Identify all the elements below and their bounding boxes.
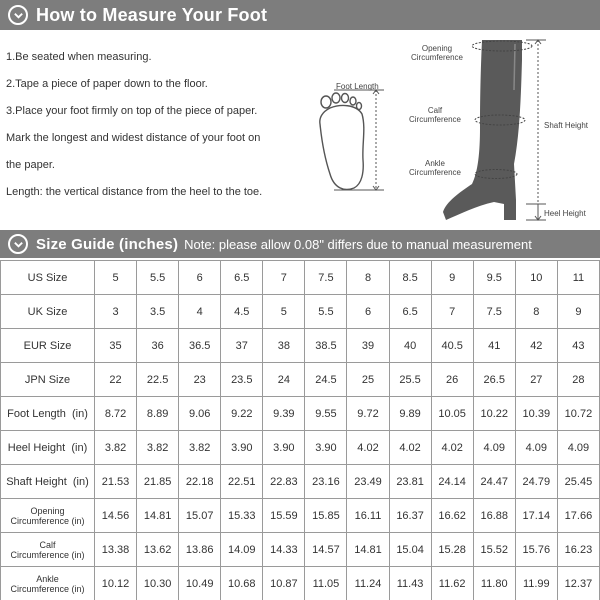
opening-circumference-label: Opening Circumference <box>410 44 463 62</box>
table-cell: 6.5 <box>389 295 431 329</box>
table-cell: 23.81 <box>389 465 431 499</box>
table-cell: 10.72 <box>557 397 599 431</box>
table-cell: 7 <box>431 295 473 329</box>
table-cell: 36.5 <box>179 329 221 363</box>
table-cell: 4.5 <box>221 295 263 329</box>
table-cell: 3.82 <box>95 431 137 465</box>
table-cell: 14.57 <box>305 533 347 567</box>
instruction-line: Mark the longest and widest distance of your foot on <box>6 132 261 144</box>
table-cell: 21.53 <box>95 465 137 499</box>
table-cell: 10.12 <box>95 567 137 600</box>
row-header: Heel Height (in) <box>1 431 95 465</box>
table-cell: 6 <box>347 295 389 329</box>
table-cell: 24.5 <box>305 363 347 397</box>
table-row <box>1 567 600 600</box>
table-cell: 39 <box>347 329 389 363</box>
table-cell: 22.18 <box>179 465 221 499</box>
table-cell: 4.09 <box>557 431 599 465</box>
table-cell: 36 <box>137 329 179 363</box>
table-cell: 16.11 <box>347 499 389 533</box>
table-cell: 15.04 <box>389 533 431 567</box>
table-row <box>1 397 600 431</box>
table-cell: 3.90 <box>305 431 347 465</box>
table-cell: 40 <box>389 329 431 363</box>
table-cell: 4.02 <box>347 431 389 465</box>
shaft-height-label: Shaft Height <box>544 121 589 130</box>
table-cell: 10.87 <box>263 567 305 600</box>
table-cell: 5.5 <box>305 295 347 329</box>
table-cell: 9.55 <box>305 397 347 431</box>
table-row <box>1 261 600 295</box>
table-cell: 16.37 <box>389 499 431 533</box>
row-header: Ankle Circumference (in) <box>1 567 95 600</box>
table-cell: 11.05 <box>305 567 347 600</box>
table-cell: 15.52 <box>473 533 515 567</box>
table-cell: 27 <box>515 363 557 397</box>
table-cell: 3.90 <box>263 431 305 465</box>
table-cell: 23.49 <box>347 465 389 499</box>
table-cell: 15.59 <box>263 499 305 533</box>
table-cell: 10.39 <box>515 397 557 431</box>
calf-circumference-label: Calf Circumference <box>408 106 461 124</box>
table-cell: 14.33 <box>263 533 305 567</box>
table-cell: 10.68 <box>221 567 263 600</box>
table-cell: 23.16 <box>305 465 347 499</box>
table-cell: 3 <box>95 295 137 329</box>
table-row <box>1 499 600 533</box>
measurement-diagram <box>300 32 600 228</box>
table-cell: 23.5 <box>221 363 263 397</box>
table-cell: 8.5 <box>389 261 431 295</box>
table-cell: 9.72 <box>347 397 389 431</box>
table-cell: 9.22 <box>221 397 263 431</box>
table-cell: 13.62 <box>137 533 179 567</box>
table-cell: 15.07 <box>179 499 221 533</box>
table-cell: 15.28 <box>431 533 473 567</box>
table-row <box>1 431 600 465</box>
table-cell: 26.5 <box>473 363 515 397</box>
table-cell: 3.82 <box>137 431 179 465</box>
table-cell: 11.43 <box>389 567 431 600</box>
instruction-line: 1.Be seated when measuring. <box>6 51 152 63</box>
chevron-down-circle-icon <box>8 234 28 254</box>
row-header: Shaft Height (in) <box>1 465 95 499</box>
instruction-line: Length: the vertical distance from the heel to the toe. <box>6 186 263 198</box>
row-header: Opening Circumference (in) <box>1 499 95 533</box>
table-cell: 12.37 <box>557 567 599 600</box>
table-cell: 17.66 <box>557 499 599 533</box>
table-cell: 15.76 <box>515 533 557 567</box>
table-cell: 10.49 <box>179 567 221 600</box>
table-cell: 26 <box>431 363 473 397</box>
table-cell: 8 <box>515 295 557 329</box>
table-cell: 38.5 <box>305 329 347 363</box>
table-cell: 6.5 <box>221 261 263 295</box>
table-cell: 14.81 <box>347 533 389 567</box>
table-cell: 4.02 <box>431 431 473 465</box>
table-cell: 9 <box>557 295 599 329</box>
foot-length-label: Foot Length <box>336 82 379 91</box>
size-guide-header <box>0 230 600 258</box>
size-table <box>0 260 600 600</box>
table-cell: 42 <box>515 329 557 363</box>
measure-title: How to Measure Your Foot <box>36 4 268 25</box>
table-cell: 24 <box>263 363 305 397</box>
table-cell: 38 <box>263 329 305 363</box>
table-cell: 3.5 <box>137 295 179 329</box>
table-cell: 28 <box>557 363 599 397</box>
measure-header <box>0 0 600 30</box>
table-cell: 10 <box>515 261 557 295</box>
table-cell: 10.22 <box>473 397 515 431</box>
row-header: Foot Length (in) <box>1 397 95 431</box>
table-cell: 16.88 <box>473 499 515 533</box>
table-cell: 4.09 <box>473 431 515 465</box>
table-cell: 9 <box>431 261 473 295</box>
ankle-circumference-label: Ankle Circumference <box>408 159 461 177</box>
table-cell: 21.85 <box>137 465 179 499</box>
row-header: Calf Circumference (in) <box>1 533 95 567</box>
table-cell: 11.80 <box>473 567 515 600</box>
table-cell: 40.5 <box>431 329 473 363</box>
row-header: UK Size <box>1 295 95 329</box>
table-cell: 23 <box>179 363 221 397</box>
table-row <box>1 295 600 329</box>
table-cell: 25.45 <box>557 465 599 499</box>
table-cell: 24.47 <box>473 465 515 499</box>
size-guide-note: Note: please allow 0.08" differs due to manual measurement <box>184 236 532 252</box>
height-markers <box>526 40 546 220</box>
table-cell: 5 <box>95 261 137 295</box>
table-cell: 22.51 <box>221 465 263 499</box>
table-cell: 9.5 <box>473 261 515 295</box>
row-header: JPN Size <box>1 363 95 397</box>
instructions-list <box>6 44 306 206</box>
table-cell: 10.05 <box>431 397 473 431</box>
table-cell: 11.62 <box>431 567 473 600</box>
table-cell: 3.82 <box>179 431 221 465</box>
table-cell: 37 <box>221 329 263 363</box>
instruction-line: 2.Tape a piece of paper down to the floor. <box>6 78 208 90</box>
table-cell: 9.39 <box>263 397 305 431</box>
table-cell: 3.90 <box>221 431 263 465</box>
table-cell: 4 <box>179 295 221 329</box>
table-cell: 8.89 <box>137 397 179 431</box>
table-cell: 17.14 <box>515 499 557 533</box>
table-cell: 11.99 <box>515 567 557 600</box>
table-cell: 24.79 <box>515 465 557 499</box>
table-cell: 35 <box>95 329 137 363</box>
table-cell: 8 <box>347 261 389 295</box>
table-cell: 43 <box>557 329 599 363</box>
boot-icon <box>443 40 532 220</box>
table-cell: 7.5 <box>473 295 515 329</box>
table-cell: 4.02 <box>389 431 431 465</box>
table-cell: 41 <box>473 329 515 363</box>
table-cell: 14.56 <box>95 499 137 533</box>
table-cell: 11 <box>557 261 599 295</box>
table-cell: 7.5 <box>305 261 347 295</box>
table-cell: 24.14 <box>431 465 473 499</box>
table-row <box>1 329 600 363</box>
table-cell: 11.24 <box>347 567 389 600</box>
table-cell: 25.5 <box>389 363 431 397</box>
table-cell: 10.30 <box>137 567 179 600</box>
table-cell: 14.81 <box>137 499 179 533</box>
heel-height-label: Heel Height <box>544 209 586 218</box>
table-cell: 5 <box>263 295 305 329</box>
table-cell: 14.09 <box>221 533 263 567</box>
table-cell: 22.83 <box>263 465 305 499</box>
table-cell: 7 <box>263 261 305 295</box>
table-cell: 9.89 <box>389 397 431 431</box>
table-cell: 4.09 <box>515 431 557 465</box>
table-cell: 16.62 <box>431 499 473 533</box>
table-cell: 15.33 <box>221 499 263 533</box>
table-cell: 13.86 <box>179 533 221 567</box>
instruction-line: the paper. <box>6 159 55 171</box>
table-row <box>1 533 600 567</box>
table-cell: 9.06 <box>179 397 221 431</box>
size-guide-title: Size Guide (inches) <box>36 235 179 253</box>
table-cell: 25 <box>347 363 389 397</box>
table-cell: 22.5 <box>137 363 179 397</box>
table-cell: 22 <box>95 363 137 397</box>
row-header: EUR Size <box>1 329 95 363</box>
table-cell: 6 <box>179 261 221 295</box>
table-cell: 13.38 <box>95 533 137 567</box>
table-cell: 8.72 <box>95 397 137 431</box>
table-row <box>1 465 600 499</box>
instruction-line: 3.Place your foot firmly on top of the piece of paper. <box>6 105 258 117</box>
table-cell: 5.5 <box>137 261 179 295</box>
row-header: US Size <box>1 261 95 295</box>
table-cell: 15.85 <box>305 499 347 533</box>
table-cell: 16.23 <box>557 533 599 567</box>
table-row <box>1 363 600 397</box>
foot-icon <box>320 93 364 189</box>
chevron-down-circle-icon <box>8 5 28 25</box>
size-table-body <box>1 261 600 600</box>
